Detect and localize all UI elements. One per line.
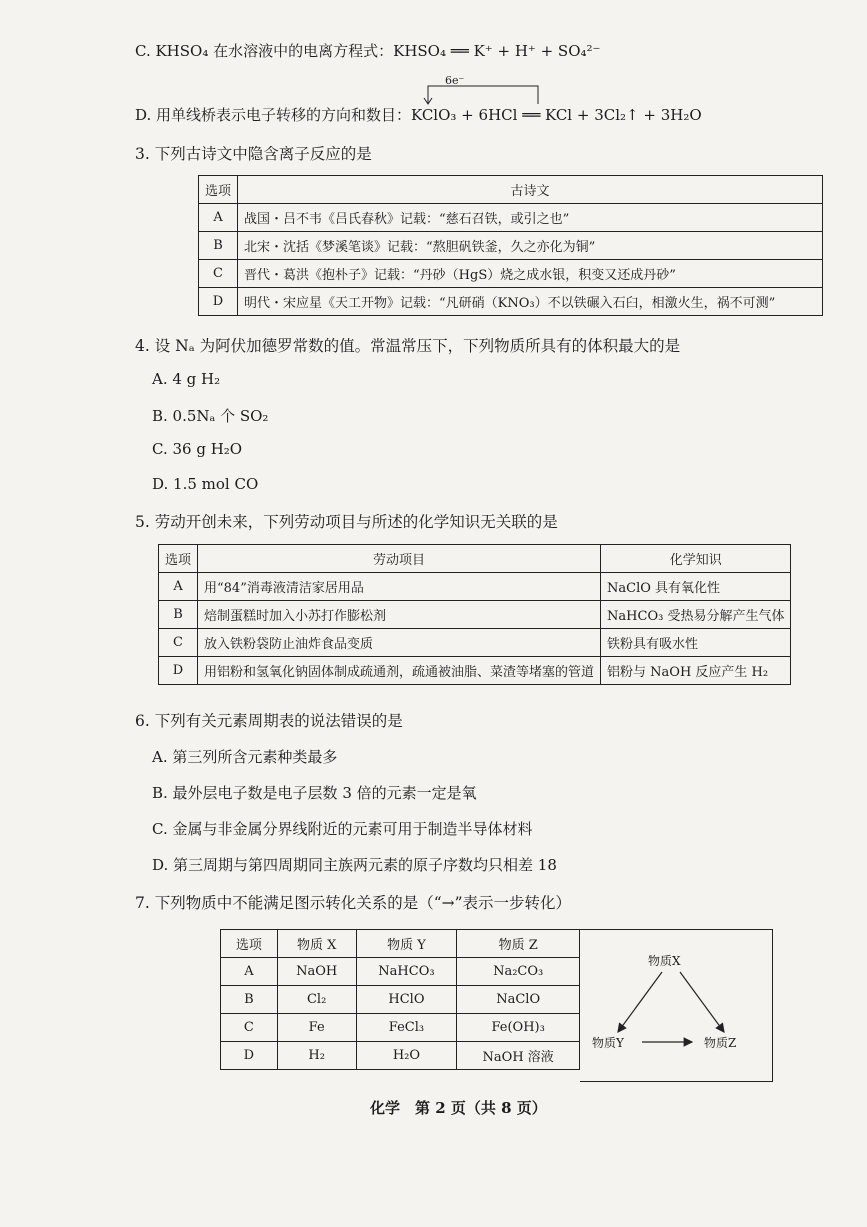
row-label: B bbox=[159, 601, 198, 629]
cell-x: NaOH bbox=[277, 958, 356, 986]
table-row bbox=[221, 1042, 580, 1070]
row-task: 用“84”消毒液清洁家居用品 bbox=[198, 573, 601, 601]
cell-x: Cl₂ bbox=[277, 986, 356, 1014]
node-x: 物质X bbox=[648, 954, 681, 968]
q4-question: 4. 设 Nₐ 为阿伏加德罗常数的值。常温常压下，下列物质所具有的体积最大的是 bbox=[135, 337, 681, 355]
q5-table bbox=[158, 544, 791, 685]
q2-option-d: D. 用单线桥表示电子转移的方向和数目：KClO₃ + 6HCl ══ KCl + 3Cl₂↑ + 3H₂O bbox=[135, 106, 702, 124]
row-text: 北宋・沈括《梦溪笔谈》记载：“熬胆矾铁釜，久之亦化为铜” bbox=[238, 232, 823, 260]
row-knowledge: 铁粉具有吸水性 bbox=[601, 629, 791, 657]
table-row bbox=[221, 1014, 580, 1042]
q4-option-b: B. 0.5Nₐ 个 SO₂ bbox=[152, 407, 269, 425]
header-cell: 化学知识 bbox=[601, 545, 791, 573]
header-cell: 选项 bbox=[199, 176, 238, 204]
row-text: 明代・宋应星《天工开物》记载：“凡研硝（KNO₃）不以铁碾入石臼，相激火生，祸不可测” bbox=[238, 288, 823, 316]
row-text: 晋代・葛洪《抱朴子》记载：“丹砂（HgS）烧之成水银，积变又还成丹砂” bbox=[238, 260, 823, 288]
arrow-x-to-z bbox=[680, 972, 724, 1032]
header-cell: 选项 bbox=[221, 930, 278, 958]
row-knowledge: 铝粉与 NaOH 反应产生 H₂ bbox=[601, 657, 791, 685]
cell-x: Fe bbox=[277, 1014, 356, 1042]
cell-y: H₂O bbox=[356, 1042, 457, 1070]
node-z: 物质Z bbox=[704, 1036, 737, 1050]
row-label: A bbox=[221, 958, 278, 986]
q7-question: 7. 下列物质中不能满足图示转化关系的是（“→”表示一步转化） bbox=[135, 894, 572, 912]
table-header-row bbox=[221, 930, 580, 958]
q4-option-a: A. 4 g H₂ bbox=[152, 370, 221, 388]
table-row bbox=[199, 288, 823, 316]
page-footer: 化学 第 2 页（共 8 页） bbox=[370, 1099, 547, 1117]
q3-table bbox=[198, 175, 823, 316]
header-cell: 劳动项目 bbox=[198, 545, 601, 573]
table-row bbox=[159, 657, 791, 685]
cell-y: HClO bbox=[356, 986, 457, 1014]
q4-option-c: C. 36 g H₂O bbox=[152, 440, 243, 458]
table-row bbox=[221, 986, 580, 1014]
q6-option-a: A. 第三列所含元素种类最多 bbox=[152, 748, 338, 766]
q2-option-c: C. KHSO₄ 在水溶液中的电离方程式：KHSO₄ ══ K⁺ + H⁺ + SO₄²⁻ bbox=[135, 42, 601, 60]
q3-question: 3. 下列古诗文中隐含离子反应的是 bbox=[135, 145, 372, 163]
electron-transfer-arrow bbox=[420, 76, 560, 106]
row-knowledge: NaHCO₃ 受热易分解产生气体 bbox=[601, 601, 791, 629]
cell-y: NaHCO₃ bbox=[356, 958, 457, 986]
cell-z: NaOH 溶液 bbox=[457, 1042, 580, 1070]
table-row bbox=[159, 629, 791, 657]
row-label: B bbox=[221, 986, 278, 1014]
q5-question: 5. 劳动开创未来，下列劳动项目与所述的化学知识无关联的是 bbox=[135, 513, 558, 531]
row-label: D bbox=[221, 1042, 278, 1070]
row-label: C bbox=[159, 629, 198, 657]
arrow-x-to-y bbox=[618, 972, 662, 1032]
cell-z: Fe(OH)₃ bbox=[457, 1014, 580, 1042]
table-row bbox=[199, 232, 823, 260]
row-task: 焙制蛋糕时加入小苏打作膨松剂 bbox=[198, 601, 601, 629]
cell-y: FeCl₃ bbox=[356, 1014, 457, 1042]
header-cell: 物质 X bbox=[277, 930, 356, 958]
row-label: C bbox=[199, 260, 238, 288]
q6-option-c: C. 金属与非金属分界线附近的元素可用于制造半导体材料 bbox=[152, 820, 533, 838]
q6-option-d: D. 第三周期与第四周期同主族两元素的原子序数均只相差 18 bbox=[152, 856, 557, 874]
row-task: 用铝粉和氢氧化钠固体制成疏通剂，疏通被油脂、菜渣等堵塞的管道 bbox=[198, 657, 601, 685]
header-cell: 古诗文 bbox=[238, 176, 823, 204]
header-cell: 物质 Y bbox=[356, 930, 457, 958]
table-row bbox=[159, 601, 791, 629]
row-task: 放入铁粉袋防止油炸食品变质 bbox=[198, 629, 601, 657]
row-label: D bbox=[199, 288, 238, 316]
cell-z: NaClO bbox=[457, 986, 580, 1014]
conversion-diagram bbox=[580, 929, 773, 1082]
header-cell: 物质 Z bbox=[457, 930, 580, 958]
row-knowledge: NaClO 具有氧化性 bbox=[601, 573, 791, 601]
cell-z: Na₂CO₃ bbox=[457, 958, 580, 986]
table-row bbox=[199, 260, 823, 288]
q6-question: 6. 下列有关元素周期表的说法错误的是 bbox=[135, 712, 403, 730]
table-header-row bbox=[199, 176, 823, 204]
q4-option-d: D. 1.5 mol CO bbox=[152, 475, 259, 493]
row-text: 战国・吕不韦《吕氏春秋》记载：“慈石召铁，或引之也” bbox=[238, 204, 823, 232]
row-label: A bbox=[199, 204, 238, 232]
table-row bbox=[221, 958, 580, 986]
row-label: B bbox=[199, 232, 238, 260]
q6-option-b: B. 最外层电子数是电子层数 3 倍的元素一定是氧 bbox=[152, 784, 477, 802]
row-label: C bbox=[221, 1014, 278, 1042]
header-cell: 选项 bbox=[159, 545, 198, 573]
cell-x: H₂ bbox=[277, 1042, 356, 1070]
table-header-row bbox=[159, 545, 791, 573]
table-row bbox=[199, 204, 823, 232]
q7-table bbox=[220, 929, 580, 1070]
table-row bbox=[159, 573, 791, 601]
row-label: A bbox=[159, 573, 198, 601]
node-y: 物质Y bbox=[592, 1036, 624, 1050]
electron-label: 6e⁻ bbox=[445, 74, 465, 87]
row-label: D bbox=[159, 657, 198, 685]
